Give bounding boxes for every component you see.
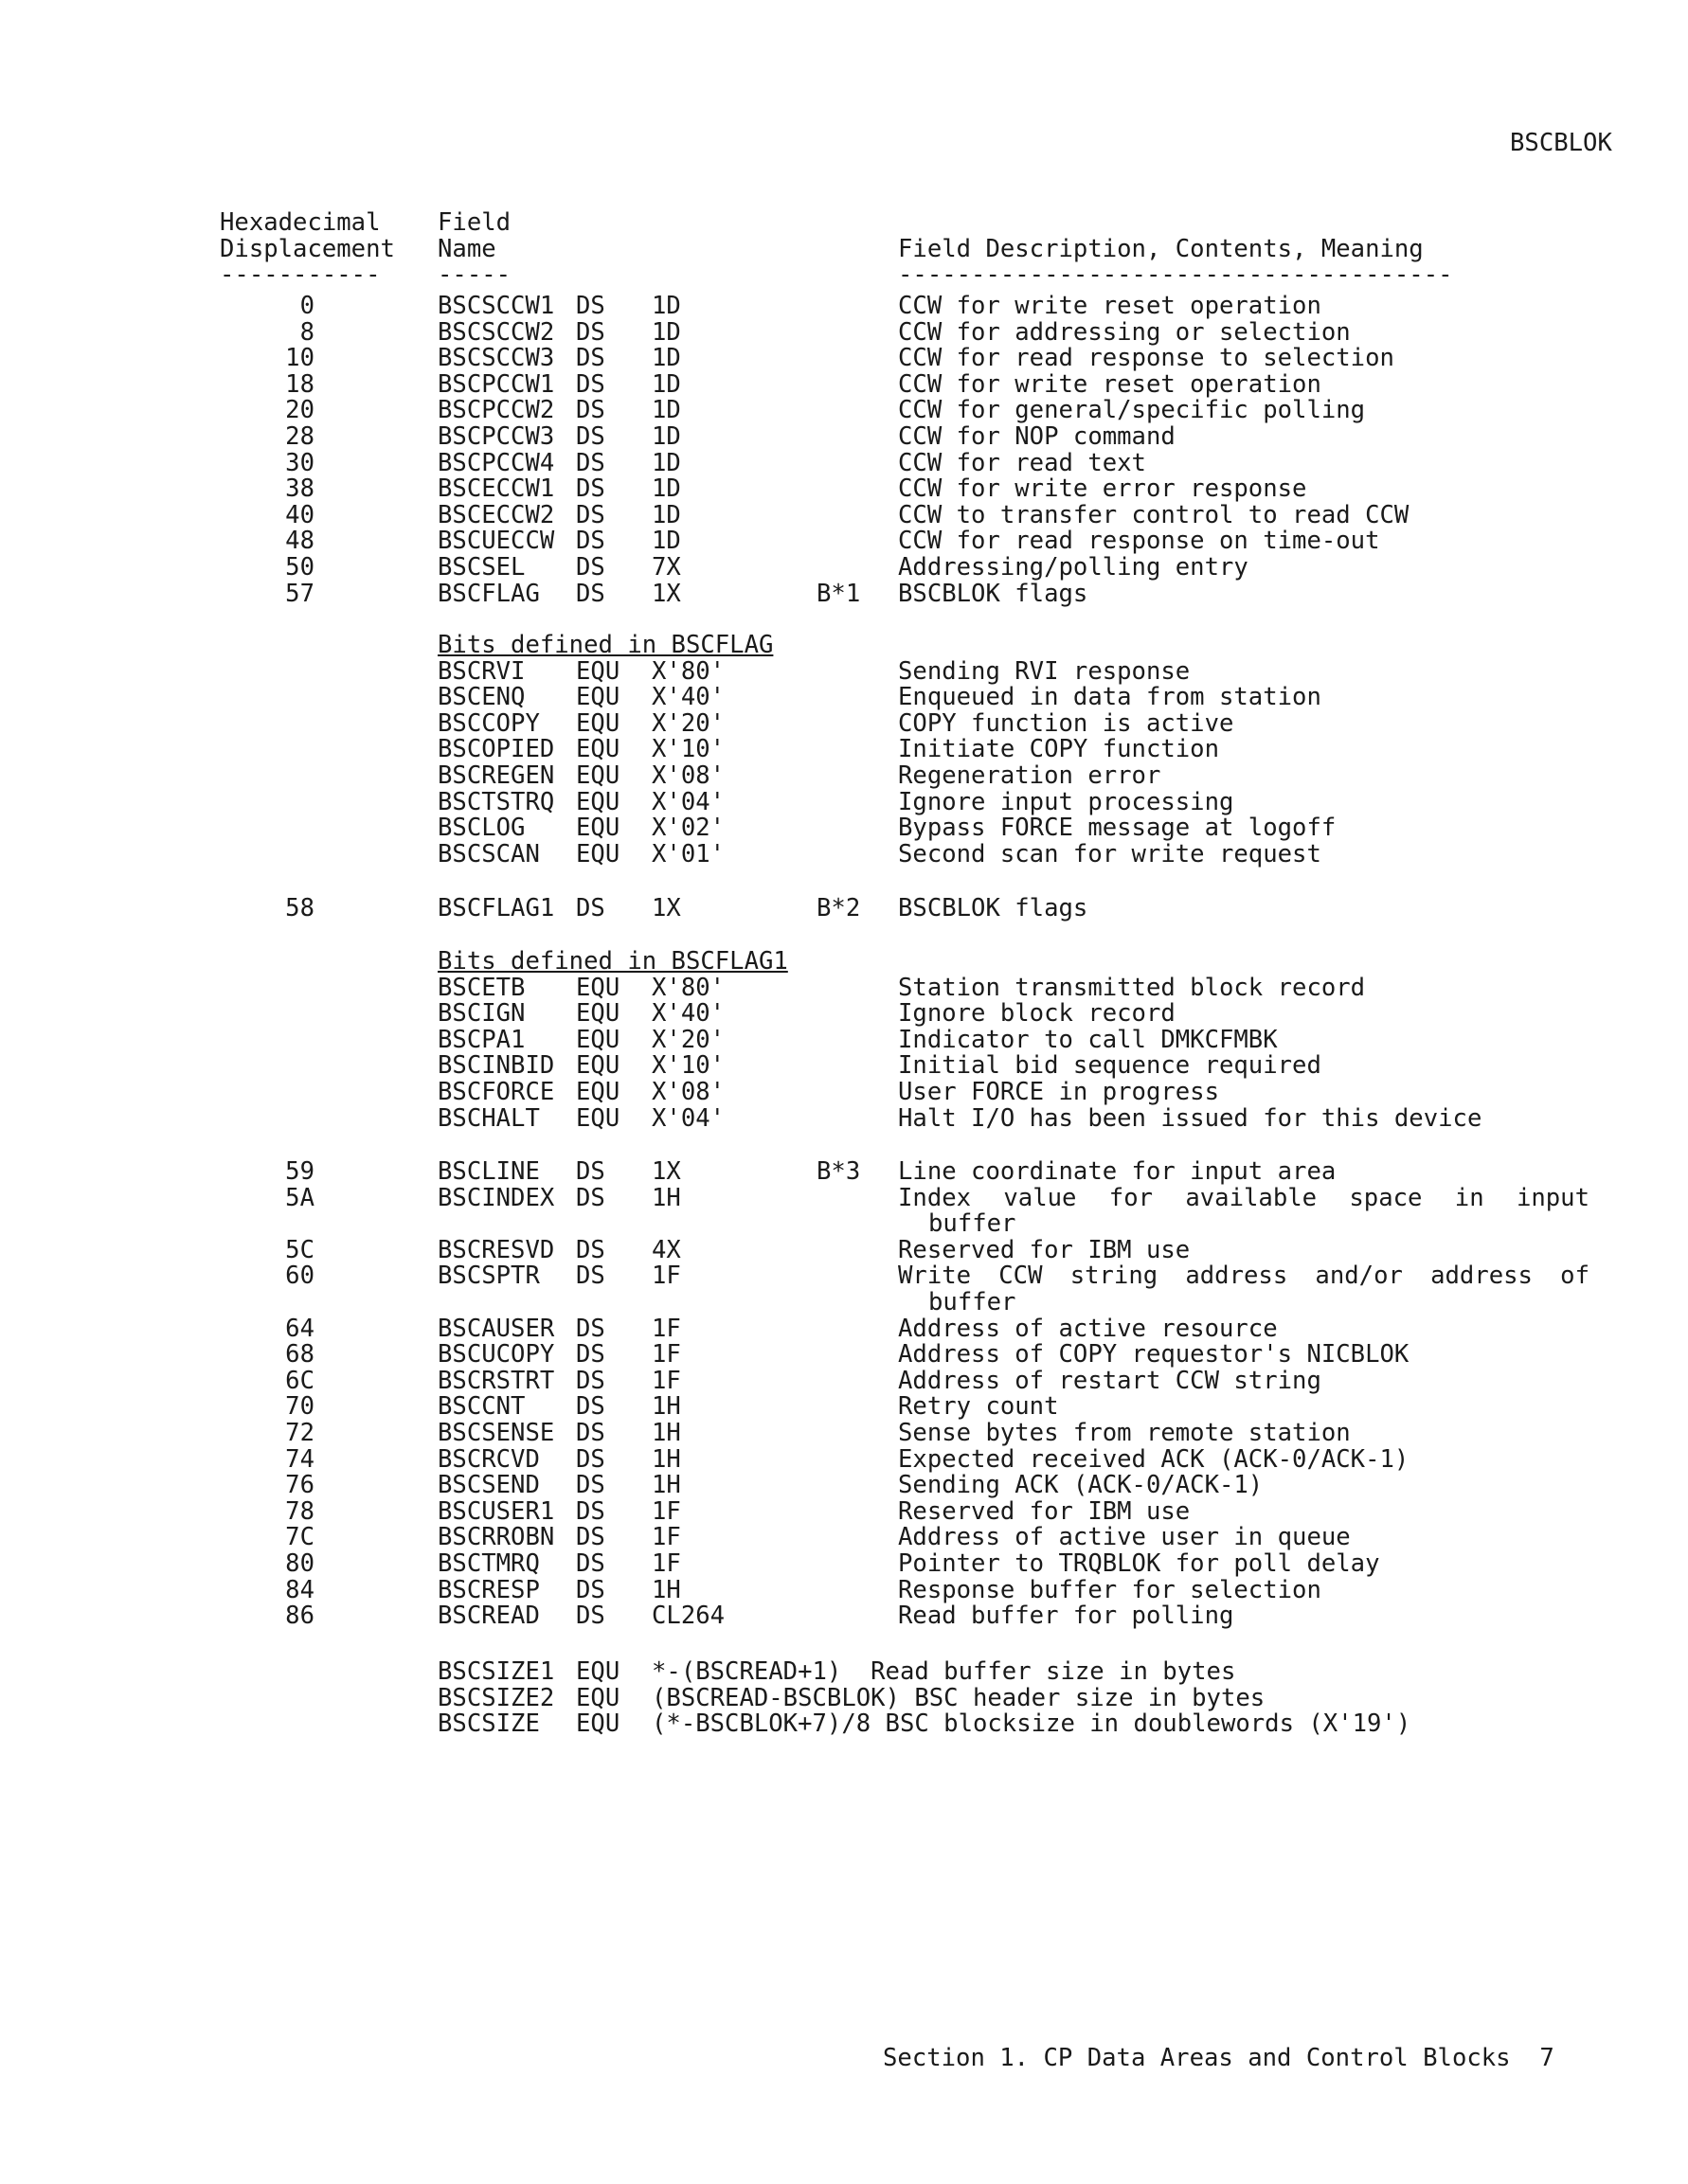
bit-description: User FORCE in progress <box>898 1077 1219 1106</box>
row-op: DS <box>576 1235 605 1264</box>
bit-value: X'08' <box>652 1077 726 1106</box>
heading-displacement-line1: Hexadecimal <box>220 208 381 237</box>
size-name: BSCSIZE <box>438 1710 540 1739</box>
bit-description: Second scan for write request <box>898 839 1321 868</box>
bit-description: Initial bid sequence required <box>898 1051 1321 1081</box>
row-displacement: 10 <box>285 344 314 373</box>
table-row <box>0 1525 1688 1551</box>
table-row <box>0 476 1688 503</box>
row-name: BSCCNT <box>438 1392 526 1422</box>
bit-op: EQU <box>576 1103 620 1133</box>
bit-row <box>0 737 1688 763</box>
row-description: Address of COPY requestor's NICBLOK <box>898 1340 1410 1369</box>
bit-row <box>0 708 1688 738</box>
bit-row <box>0 1077 1688 1106</box>
bit-name: BSCPA1 <box>438 1025 526 1054</box>
row-description: Reserved for IBM use <box>898 1496 1191 1526</box>
row-displacement: 78 <box>285 1496 314 1526</box>
row-name: BSCPCCW1 <box>438 369 555 399</box>
row-description: Expected received ACK (ACK-0/ACK-1) <box>898 1444 1410 1474</box>
bit-name: BSCINBID <box>438 1051 555 1081</box>
row-name: BSCRESP <box>438 1575 540 1604</box>
row-description: Addressing/polling entry <box>898 552 1248 582</box>
row-value: 1D <box>652 500 681 529</box>
bit-row <box>0 815 1688 842</box>
bit-op: EQU <box>576 1077 620 1106</box>
row-displacement: 7C <box>285 1523 314 1552</box>
row-displacement: 84 <box>285 1575 314 1604</box>
table-row <box>0 1159 1688 1186</box>
row-op: DS <box>576 1548 605 1578</box>
bit-value: X'80' <box>652 656 726 686</box>
row-description: Response buffer for selection <box>898 1575 1321 1604</box>
row-value: 1F <box>652 1262 681 1291</box>
row-displacement: 70 <box>285 1392 314 1422</box>
row-displacement: 40 <box>285 500 314 529</box>
bit-name: BSCHALT <box>438 1103 540 1133</box>
row-description: Sense bytes from remote station <box>898 1418 1351 1447</box>
bit-description: COPY function is active <box>898 708 1234 738</box>
row-op: DS <box>576 448 605 477</box>
bit-op: EQU <box>576 787 620 816</box>
row-displacement: 18 <box>285 369 314 399</box>
bit-row <box>0 839 1688 868</box>
row-description: BSCBLOK flags <box>898 579 1088 608</box>
row-name: BSCSENSE <box>438 1418 555 1447</box>
bit-value: X'40' <box>652 999 726 1029</box>
table-row <box>0 1366 1688 1395</box>
bit-name: BSCFORCE <box>438 1077 555 1106</box>
row-value: 1F <box>652 1366 681 1395</box>
row-displacement: 5C <box>285 1235 314 1264</box>
row-name: BSCUECCW <box>438 527 555 556</box>
bit-op: EQU <box>576 1025 620 1054</box>
row-op: DS <box>576 1392 605 1422</box>
row-op: DS <box>576 1183 605 1212</box>
row-name: BSCPCCW3 <box>438 421 555 451</box>
row-name: BSCRROBN <box>438 1523 555 1552</box>
row-displacement: 60 <box>285 1262 314 1291</box>
bit-description: Initiate COPY function <box>898 735 1219 764</box>
row-op: DS <box>576 579 605 608</box>
bit-name: BSCTSTRQ <box>438 787 555 816</box>
bit-row <box>0 973 1688 1002</box>
row-displacement: 28 <box>285 421 314 451</box>
bit-name: BSCCOPY <box>438 708 540 738</box>
row-displacement: 8 <box>299 317 314 347</box>
row-value: 1D <box>652 448 681 477</box>
row-name: BSCLINE <box>438 1157 540 1186</box>
row-value: 1D <box>652 292 681 320</box>
row-displacement: 72 <box>285 1418 314 1447</box>
bit-name: BSCSCAN <box>438 839 540 868</box>
heading-rule-displacement: ----------- <box>220 260 381 290</box>
row-name: BSCPCCW4 <box>438 448 555 477</box>
bit-op: EQU <box>576 814 620 843</box>
bit-value: X'10' <box>652 1051 726 1081</box>
bit-description: Ignore input processing <box>898 787 1234 816</box>
row-name: BSCFLAG <box>438 579 540 608</box>
size-row <box>0 1659 1688 1686</box>
row-name: BSCSEL <box>438 552 526 582</box>
table-row <box>0 1183 1688 1212</box>
row-description: CCW for read response on time-out <box>898 527 1380 556</box>
table-row <box>0 448 1688 477</box>
row-value: 1D <box>652 421 681 451</box>
size-expression: *-(BSCREAD+1) Read buffer size in bytes <box>652 1657 1236 1686</box>
table-row <box>0 1235 1688 1264</box>
row-name: BSCECCW1 <box>438 474 555 504</box>
row-displacement: 0 <box>299 292 314 320</box>
bit-value: X'08' <box>652 761 726 790</box>
row-description: Address of restart CCW string <box>898 1366 1321 1395</box>
bit-op: EQU <box>576 1051 620 1081</box>
row-description: CCW for read text <box>898 448 1146 477</box>
row-name: BSCECCW2 <box>438 500 555 529</box>
row-value: 1H <box>652 1444 681 1474</box>
row-name: BSCINDEX <box>438 1183 555 1212</box>
bit-row <box>0 685 1688 711</box>
row-name: BSCRESVD <box>438 1235 555 1264</box>
row-name: BSCSEND <box>438 1471 540 1500</box>
row-flag-ref: B*1 <box>817 579 861 608</box>
row-op: DS <box>576 292 605 320</box>
row-value: 1F <box>652 1523 681 1552</box>
size-op: EQU <box>576 1710 620 1739</box>
row-displacement: 64 <box>285 1314 314 1343</box>
table-row <box>0 552 1688 582</box>
bit-row <box>0 1103 1688 1133</box>
field-row-bscflag1 <box>0 896 1688 922</box>
row-displacement: 48 <box>285 527 314 556</box>
row-flag-ref: B*3 <box>817 1157 861 1186</box>
table-row <box>0 500 1688 529</box>
row-description: Sending ACK (ACK-0/ACK-1) <box>898 1471 1264 1500</box>
row-description: Address of active resource <box>898 1314 1278 1343</box>
table-row <box>0 1316 1688 1343</box>
table-row <box>0 294 1688 320</box>
bit-op: EQU <box>576 839 620 868</box>
row-op: DS <box>576 317 605 347</box>
row-op: DS <box>576 1418 605 1447</box>
row-name: BSCSCCW3 <box>438 344 555 373</box>
row-displacement: 80 <box>285 1548 314 1578</box>
bit-op: EQU <box>576 761 620 790</box>
row-op: DS <box>576 1157 605 1186</box>
row-description: CCW for general/specific polling <box>898 396 1366 425</box>
row-value: 7X <box>652 552 681 582</box>
row-op: DS <box>576 527 605 556</box>
row-value: 1D <box>652 317 681 347</box>
table-row <box>0 896 1688 922</box>
row-op: DS <box>576 1602 605 1631</box>
row-op: DS <box>576 500 605 529</box>
table-row <box>0 1263 1688 1290</box>
bit-description: Sending RVI response <box>898 656 1191 686</box>
bit-value: X'20' <box>652 708 726 738</box>
row-description: CCW for read response to selection <box>898 344 1394 373</box>
row-value: 1F <box>652 1314 681 1343</box>
bit-row <box>0 656 1688 686</box>
bit-name: BSCLOG <box>438 814 526 843</box>
row-description: CCW for addressing or selection <box>898 317 1351 347</box>
table-row-continuation <box>0 1211 1688 1238</box>
row-name: BSCSCCW1 <box>438 292 555 320</box>
table-row <box>0 1342 1688 1369</box>
row-op: DS <box>576 421 605 451</box>
heading-description: Field Description, Contents, Meaning <box>898 234 1424 263</box>
bits-bscflag-title: Bits defined in BSCFLAG <box>438 631 774 659</box>
size-name: BSCSIZE1 <box>438 1657 555 1686</box>
row-displacement: 6C <box>285 1366 314 1395</box>
row-description: Read buffer for polling <box>898 1602 1234 1631</box>
table-row <box>0 1548 1688 1578</box>
row-description: CCW for write reset operation <box>898 292 1321 320</box>
table-row <box>0 346 1688 372</box>
row-name: BSCUCOPY <box>438 1340 555 1369</box>
row-description: CCW for write error response <box>898 474 1307 504</box>
bit-description: Halt I/O has been issued for this device <box>898 1103 1482 1133</box>
row-displacement: 5A <box>285 1183 314 1212</box>
bit-description: Station transmitted block record <box>898 973 1366 1002</box>
row-op: DS <box>576 1314 605 1343</box>
bit-value: X'04' <box>652 1103 726 1133</box>
row-displacement: 68 <box>285 1340 314 1369</box>
size-op: EQU <box>576 1657 620 1686</box>
table-row <box>0 317 1688 347</box>
row-displacement: 50 <box>285 552 314 582</box>
bit-value: X'04' <box>652 787 726 816</box>
table-row <box>0 369 1688 399</box>
row-op: DS <box>576 1471 605 1500</box>
row-description: Address of active user in queue <box>898 1523 1351 1552</box>
row-op: DS <box>576 1262 605 1291</box>
row-value: 1H <box>652 1183 681 1212</box>
bit-description: Enqueued in data from station <box>898 683 1321 712</box>
row-value: 1D <box>652 344 681 373</box>
table-row <box>0 1473 1688 1499</box>
heading-rule-name: ----- <box>438 260 512 290</box>
heading-rule-description: -------------------------------------- <box>898 260 1453 290</box>
row-description: Reserved for IBM use <box>898 1235 1191 1264</box>
size-name: BSCSIZE2 <box>438 1683 555 1712</box>
row-description: Write CCW string address and/or address of <box>898 1262 1589 1291</box>
row-displacement: 76 <box>285 1471 314 1500</box>
page-footer: Section 1. CP Data Areas and Control Blocks 7 <box>883 2044 1554 2072</box>
row-description: Index value for available space in input <box>898 1183 1589 1212</box>
row-op: DS <box>576 1496 605 1526</box>
row-value: 1X <box>652 579 681 608</box>
row-displacement: 74 <box>285 1444 314 1474</box>
bit-op: EQU <box>576 683 620 712</box>
row-name: BSCFLAG1 <box>438 894 555 922</box>
heading-field-line1: Field <box>438 208 512 237</box>
bits-bscflag1-title: Bits defined in BSCFLAG1 <box>438 947 788 976</box>
table-row <box>0 579 1688 608</box>
bit-op: EQU <box>576 735 620 764</box>
row-op: DS <box>576 894 605 922</box>
table-row <box>0 528 1688 555</box>
heading-displacement-line2: Displacement <box>220 234 395 263</box>
row-op: DS <box>576 369 605 399</box>
bit-op: EQU <box>576 973 620 1002</box>
row-name: BSCRSTRT <box>438 1366 555 1395</box>
bit-op: EQU <box>576 999 620 1029</box>
row-value: CL264 <box>652 1602 726 1631</box>
row-op: DS <box>576 1523 605 1552</box>
table-row <box>0 1496 1688 1526</box>
bit-name: BSCETB <box>438 973 526 1002</box>
row-value: 1D <box>652 527 681 556</box>
row-description: Line coordinate for input area <box>898 1157 1337 1186</box>
row-name: BSCREAD <box>438 1602 540 1631</box>
bit-description: Indicator to call DMKCFMBK <box>898 1025 1278 1054</box>
bit-row <box>0 1025 1688 1054</box>
bit-value: X'40' <box>652 683 726 712</box>
row-value: 1X <box>652 894 681 922</box>
row-displacement: 57 <box>285 579 314 608</box>
row-displacement: 38 <box>285 474 314 504</box>
row-displacement: 59 <box>285 1157 314 1186</box>
row-op: DS <box>576 1575 605 1604</box>
row-name: BSCUSER1 <box>438 1496 555 1526</box>
bit-name: BSCENQ <box>438 683 526 712</box>
row-displacement: 30 <box>285 448 314 477</box>
row-description: CCW for NOP command <box>898 421 1176 451</box>
bit-value: X'10' <box>652 735 726 764</box>
row-description: CCW for write reset operation <box>898 369 1321 399</box>
table-row <box>0 1444 1688 1474</box>
row-value: 1D <box>652 369 681 399</box>
row-value: 1H <box>652 1471 681 1500</box>
bit-op: EQU <box>576 656 620 686</box>
row-name: BSCSCCW2 <box>438 317 555 347</box>
size-row <box>0 1683 1688 1712</box>
row-op: DS <box>576 396 605 425</box>
bit-row <box>0 787 1688 816</box>
bit-name: BSCOPIED <box>438 735 555 764</box>
bit-value: X'02' <box>652 814 726 843</box>
table-row <box>0 1603 1688 1630</box>
table-row <box>0 421 1688 451</box>
row-op: DS <box>576 552 605 582</box>
row-name: BSCTMRQ <box>438 1548 540 1578</box>
row-op: DS <box>576 1340 605 1369</box>
row-value: 1F <box>652 1340 681 1369</box>
field-table-a <box>0 294 1688 607</box>
row-displacement: 58 <box>285 894 314 922</box>
row-value: 1D <box>652 474 681 504</box>
bit-description: Bypass FORCE message at logoff <box>898 814 1337 843</box>
column-headings <box>0 210 1688 289</box>
row-description: CCW to transfer control to read CCW <box>898 500 1410 529</box>
row-value: 1H <box>652 1575 681 1604</box>
row-op: DS <box>576 474 605 504</box>
bits-bscflag1-section <box>0 949 1688 1132</box>
bits-bscflag-section <box>0 633 1688 868</box>
bit-value: X'80' <box>652 973 726 1002</box>
row-displacement: 20 <box>285 396 314 425</box>
row-displacement: 86 <box>285 1602 314 1631</box>
field-table-b <box>0 1159 1688 1630</box>
size-expression: (*-BSCBLOK+7)/8 BSC blocksize in doublewords (X'19') <box>652 1710 1411 1739</box>
row-name: BSCAUSER <box>438 1314 555 1343</box>
row-description: BSCBLOK flags <box>898 894 1088 922</box>
bit-description: Regeneration error <box>898 761 1161 790</box>
bit-name: BSCRVI <box>438 656 526 686</box>
row-name: BSCSPTR <box>438 1262 540 1291</box>
size-equates <box>0 1659 1688 1738</box>
row-name: BSCRCVD <box>438 1444 540 1474</box>
row-value: 1H <box>652 1418 681 1447</box>
bit-name: BSCREGEN <box>438 761 555 790</box>
row-value: 4X <box>652 1235 681 1264</box>
bit-name: BSCIGN <box>438 999 526 1029</box>
row-value: 1F <box>652 1548 681 1578</box>
row-description: Pointer to TRQBLOK for poll delay <box>898 1548 1380 1578</box>
table-row <box>0 398 1688 424</box>
bit-description: Ignore block record <box>898 999 1176 1029</box>
bit-row <box>0 763 1688 790</box>
row-flag-ref: B*2 <box>817 894 861 922</box>
row-name: BSCPCCW2 <box>438 396 555 425</box>
row-op: DS <box>576 1444 605 1474</box>
running-header: BSCBLOK <box>1510 129 1612 157</box>
table-row <box>0 1575 1688 1604</box>
bit-value: X'01' <box>652 839 726 868</box>
row-value: 1F <box>652 1496 681 1526</box>
bit-op: EQU <box>576 708 620 738</box>
table-row <box>0 1394 1688 1421</box>
bit-row <box>0 1053 1688 1080</box>
table-row <box>0 1418 1688 1447</box>
row-description-continuation: buffer <box>928 1209 1016 1239</box>
row-op: DS <box>576 1366 605 1395</box>
table-row-continuation <box>0 1287 1688 1316</box>
size-row <box>0 1711 1688 1738</box>
row-value: 1H <box>652 1392 681 1422</box>
row-op: DS <box>576 344 605 373</box>
size-expression: (BSCREAD-BSCBLOK) BSC header size in bytes <box>652 1683 1266 1712</box>
bit-row <box>0 1001 1688 1028</box>
row-description-continuation: buffer <box>928 1287 1016 1316</box>
bit-value: X'20' <box>652 1025 726 1054</box>
size-op: EQU <box>576 1683 620 1712</box>
row-description: Retry count <box>898 1392 1059 1422</box>
heading-field-line2: Name <box>438 234 496 263</box>
row-value: 1X <box>652 1157 681 1186</box>
row-value: 1D <box>652 396 681 425</box>
